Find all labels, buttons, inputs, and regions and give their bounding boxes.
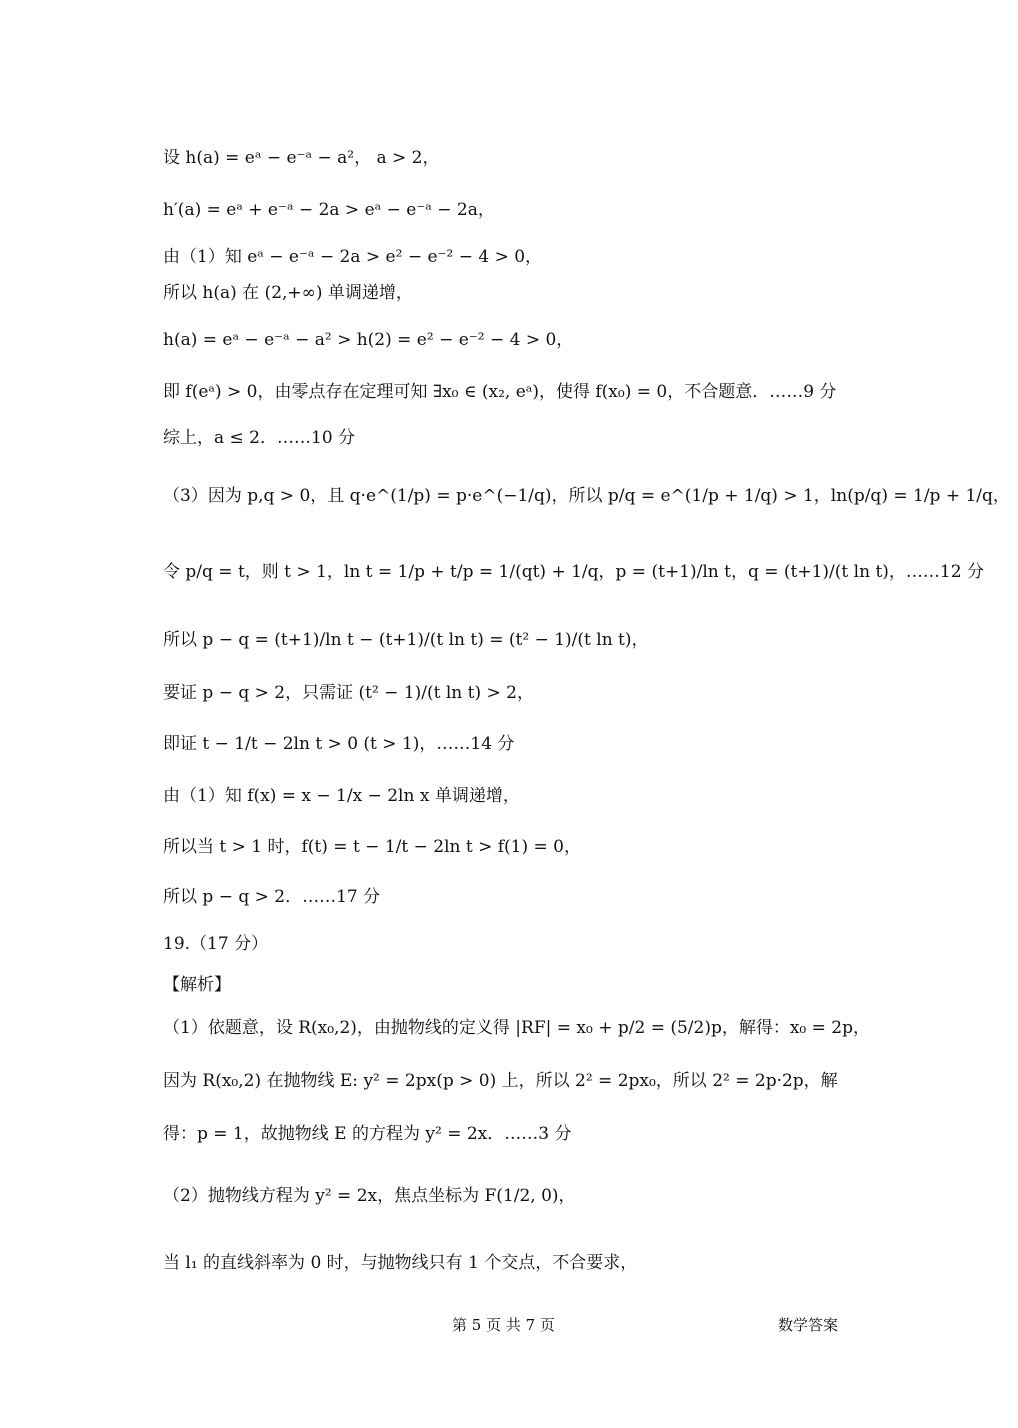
- text-line: 由（1）知 f(x) = x − 1/x − 2ln x 单调递增，: [163, 786, 520, 806]
- text-line: 所以 p − q > 2．……17 分: [163, 887, 381, 907]
- text-line: h(a) = eᵃ − e⁻ᵃ − a² > h(2) = e² − e⁻² − 4 > 0，: [163, 330, 574, 350]
- text-line: （3）因为 p,q > 0，且 q·e^(1/p) = p·e^(−1/q)，所以 p/q = e^(1/p + 1/q) > 1，ln(p/q) = 1/p + 1/q，: [163, 486, 1010, 506]
- text-line: 由（1）知 eᵃ − e⁻ᵃ − 2a > e² − e⁻² − 4 > 0，: [163, 247, 543, 267]
- text-line: 综上，a ≤ 2．……10 分: [163, 428, 356, 448]
- text-line: 设 h(a) = eᵃ − e⁻ᵃ − a²， a > 2，: [163, 148, 440, 168]
- subject-label: 数学答案: [778, 1316, 839, 1334]
- text-line: 当 l₁ 的直线斜率为 0 时，与抛物线只有 1 个交点，不合要求，: [163, 1253, 638, 1273]
- text-line: 所以 p − q = (t+1)/ln t − (t+1)/(t ln t) = (t² − 1)/(t ln t)，: [163, 630, 649, 650]
- text-line: （1）依题意，设 R(x₀,2)，由抛物线的定义得 |RF| = x₀ + p/2 = (5/2)p，解得：x₀ = 2p，: [163, 1018, 871, 1038]
- question-number: 19.（17 分）: [163, 934, 269, 954]
- text-line: h′(a) = eᵃ + e⁻ᵃ − 2a > eᵃ − e⁻ᵃ − 2a，: [163, 200, 495, 220]
- text-line: 即证 t − 1/t − 2ln t > 0 (t > 1)，……14 分: [163, 734, 515, 754]
- text-line: 所以 h(a) 在 (2,+∞) 单调递增，: [163, 283, 413, 303]
- text-line: 要证 p − q > 2，只需证 (t² − 1)/(t ln t) > 2，: [163, 683, 534, 703]
- page-number: 第 5 页 共 7 页: [452, 1316, 555, 1334]
- text-line: 因为 R(x₀,2) 在抛物线 E: y² = 2px(p > 0) 上，所以 2² = 2px₀，所以 2² = 2p·2p，解: [163, 1071, 838, 1091]
- text-line: （2）抛物线方程为 y² = 2x，焦点坐标为 F(1/2, 0)，: [163, 1186, 576, 1206]
- section-heading: 【解析】: [163, 975, 231, 995]
- text-line: 即 f(eᵃ) > 0，由零点存在定理可知 ∃x₀ ∈ (x₂, eᵃ)，使得 f(x₀) = 0，不合题意．……9 分: [163, 382, 837, 402]
- text-line: 令 p/q = t，则 t > 1，ln t = 1/p + t/p = 1/(qt) + 1/q，p = (t+1)/ln t，q = (t+1)/(t ln t)，……12 分: [163, 562, 984, 582]
- text-line: 得：p = 1，故抛物线 E 的方程为 y² = 2x．……3 分: [163, 1124, 572, 1144]
- text-line: 所以当 t > 1 时，f(t) = t − 1/t − 2ln t > f(1) = 0，: [163, 837, 581, 857]
